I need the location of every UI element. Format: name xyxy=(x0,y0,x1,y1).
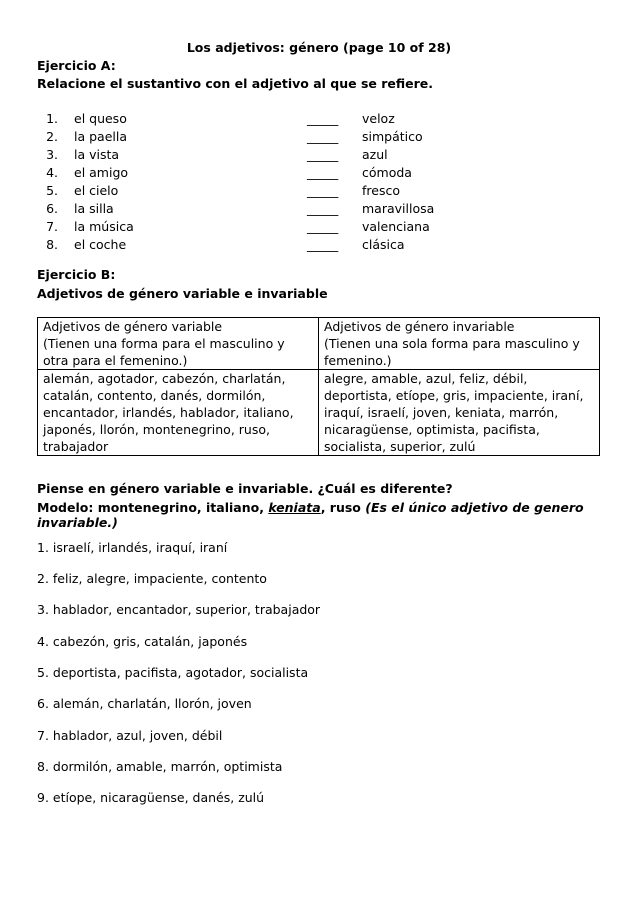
question-item: 2. feliz, alegre, impaciente, contento xyxy=(37,571,267,586)
question-item: 7. hablador, azul, joven, débil xyxy=(37,728,223,743)
adjective-table xyxy=(37,317,600,456)
exercise-b-heading: Ejercicio B: xyxy=(37,267,116,282)
answer-blank: _____ xyxy=(307,165,339,180)
noun: la vista xyxy=(74,147,120,162)
variable-header-cell xyxy=(38,318,319,370)
adjective: azul xyxy=(362,147,388,162)
answer-blank: _____ xyxy=(307,237,339,252)
model-words-b: , ruso xyxy=(320,500,366,515)
answer-blank: _____ xyxy=(307,201,339,216)
list-item xyxy=(37,200,457,218)
item-number: 4. xyxy=(46,165,58,180)
list-item xyxy=(37,110,457,128)
exercise-a-instruction: Relacione el sustantivo con el adjetivo al que se refiere. xyxy=(37,76,434,91)
matching-list xyxy=(37,110,457,254)
adjective: fresco xyxy=(362,183,400,198)
noun: la paella xyxy=(74,129,127,144)
invariable-words-cell: alegre, amable, azul, feliz, débil, deportista, etíope, gris, impaciente, iraní, iraquí, israelí, joven, keniata, marrón, nicaragüense, optimista, pacifista, socialista, superior, zulú xyxy=(319,370,600,456)
noun: el coche xyxy=(74,237,127,252)
answer-blank: _____ xyxy=(307,183,339,198)
list-item xyxy=(37,182,457,200)
variable-heading: Adjetivos de género variable xyxy=(43,319,223,334)
question-item: 1. israelí, irlandés, iraquí, iraní xyxy=(37,540,228,555)
list-item xyxy=(37,218,457,236)
adjective: veloz xyxy=(362,111,395,126)
noun: el cielo xyxy=(74,183,119,198)
model-lead: Modelo: xyxy=(37,500,98,515)
item-number: 6. xyxy=(46,201,58,216)
question-item: 9. etíope, nicaragüense, danés, zulú xyxy=(37,790,265,805)
item-number: 2. xyxy=(46,129,58,144)
adjective: maravillosa xyxy=(362,201,435,216)
exercise-b-subheading: Adjetivos de género variable e invariable xyxy=(37,286,328,301)
invariable-heading: Adjetivos de género invariable xyxy=(324,319,515,334)
noun: el queso xyxy=(74,111,127,126)
question-item: 3. hablador, encantador, superior, trabajador xyxy=(37,602,321,617)
invariable-header-cell xyxy=(319,318,600,370)
invariable-description: (Tienen una sola forma para masculino y femenino.) xyxy=(324,336,580,368)
item-number: 8. xyxy=(46,237,58,252)
question-item: 8. dormilón, amable, marrón, optimista xyxy=(37,759,283,774)
noun: la silla xyxy=(74,201,114,216)
variable-description: (Tienen una forma para el masculino y otra para el femenino.) xyxy=(43,336,285,368)
adjective: clásica xyxy=(362,237,405,252)
question-item: 5. deportista, pacifista, agotador, socialista xyxy=(37,665,309,680)
list-item xyxy=(37,164,457,182)
question-item: 6. alemán, charlatán, llorón, joven xyxy=(37,696,252,711)
item-number: 3. xyxy=(46,147,58,162)
model-keyword: keniata xyxy=(268,500,321,515)
answer-blank: _____ xyxy=(307,219,339,234)
item-number: 1. xyxy=(46,111,58,126)
noun: el amigo xyxy=(74,165,129,180)
exercise-b-prompt: Piense en género variable e invariable. ¿Cuál es diferente? xyxy=(37,481,453,496)
item-number: 5. xyxy=(46,183,58,198)
adjective: simpático xyxy=(362,129,423,144)
list-item xyxy=(37,146,457,164)
list-item xyxy=(37,236,457,254)
model-example xyxy=(37,500,638,530)
answer-blank: _____ xyxy=(307,111,339,126)
model-note: (Es el único adjetivo de genero invariable.) xyxy=(37,500,584,530)
question-item: 4. cabezón, gris, catalán, japonés xyxy=(37,634,248,649)
answer-blank: _____ xyxy=(307,129,339,144)
noun: la música xyxy=(74,219,134,234)
adjective: valenciana xyxy=(362,219,430,234)
model-words-a: montenegrino, italiano, xyxy=(97,500,269,515)
list-item xyxy=(37,128,457,146)
answer-blank: _____ xyxy=(307,147,339,162)
variable-words-cell: alemán, agotador, cabezón, charlatán, catalán, contento, danés, dormilón, encantador, irlandés, hablador, italiano, japonés, llorón, montenegrino, ruso, trabajador xyxy=(38,370,319,456)
exercise-a-heading: Ejercicio A: xyxy=(37,58,116,73)
page-title: Los adjetivos: género (page 10 of 28) xyxy=(186,40,452,55)
adjective: cómoda xyxy=(362,165,412,180)
item-number: 7. xyxy=(46,219,58,234)
